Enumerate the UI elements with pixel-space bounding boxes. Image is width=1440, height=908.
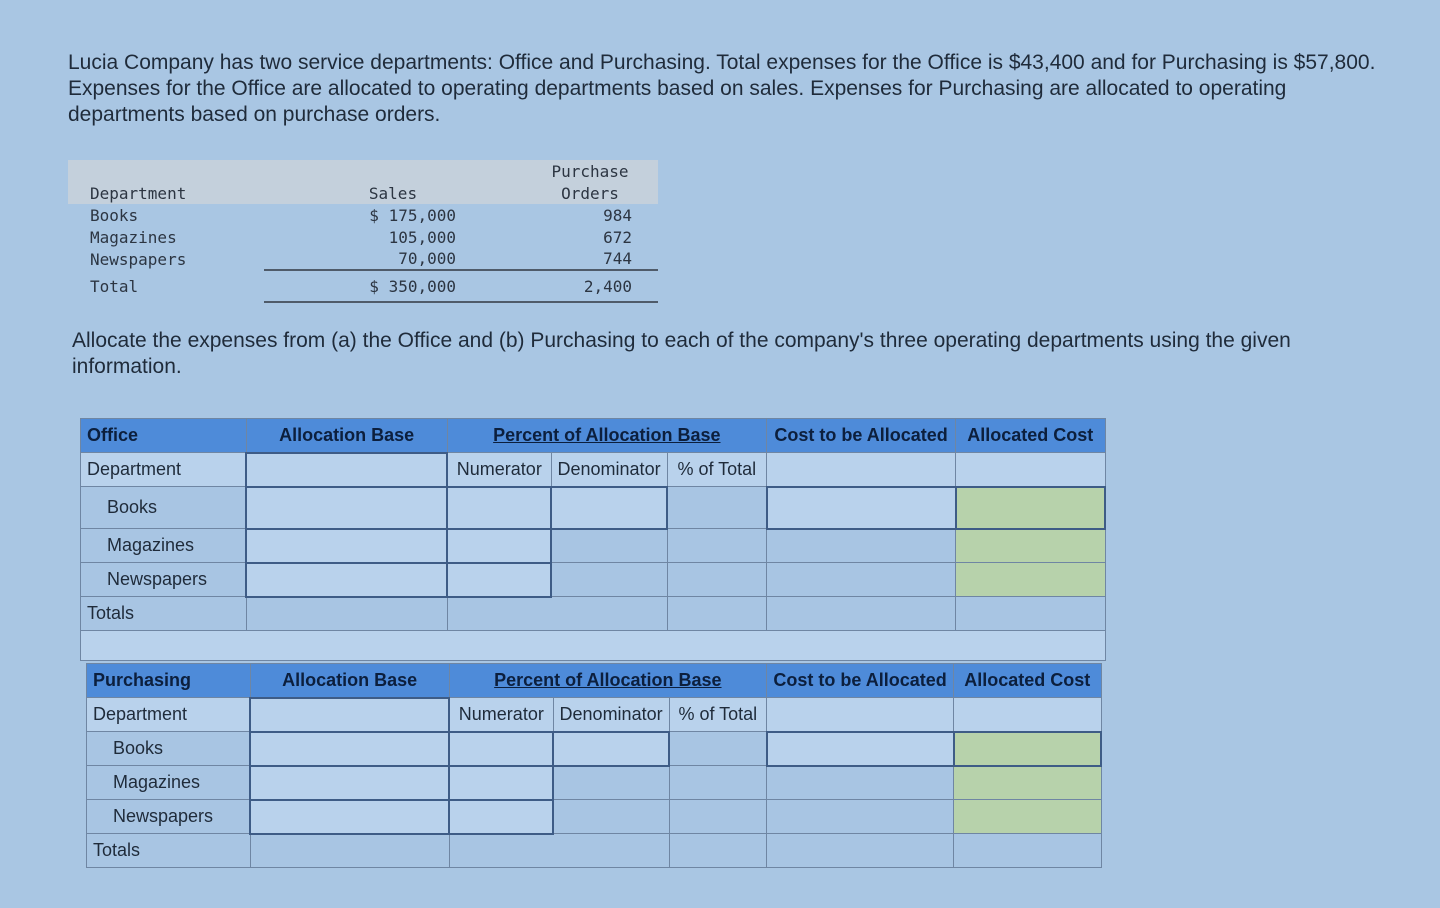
purchasing-col-pct: Percent of Allocation Base	[449, 664, 766, 698]
office-sub-pct: % of Total	[667, 453, 766, 487]
purchasing-sub-num: Numerator	[449, 698, 553, 732]
office-total-pct[interactable]	[667, 597, 766, 631]
purchasing-numerator-input[interactable]	[449, 800, 553, 834]
office-row-label: Books	[81, 487, 247, 529]
purchasing-pct-cell[interactable]	[669, 766, 766, 800]
purchasing-sub-pct: % of Total	[669, 698, 766, 732]
purchasing-cost-input[interactable]	[767, 732, 954, 766]
office-base-input[interactable]	[246, 563, 447, 597]
office-totals-label: Totals	[81, 597, 247, 631]
header-sales: Sales	[264, 182, 522, 204]
office-denominator-input[interactable]	[551, 487, 667, 529]
office-pct-cell[interactable]	[667, 563, 766, 597]
office-col-base: Allocation Base	[246, 419, 447, 453]
office-pct-cell[interactable]	[667, 529, 766, 563]
office-allocated-cost[interactable]	[956, 487, 1105, 529]
dept-orders: 744	[522, 248, 658, 270]
purchasing-row-label: Books	[87, 732, 251, 766]
office-col-pct: Percent of Allocation Base	[447, 419, 766, 453]
purchasing-allocated-cost[interactable]	[954, 766, 1101, 800]
purchasing-numerator-input[interactable]	[449, 732, 553, 766]
office-sub-num: Numerator	[447, 453, 551, 487]
office-col-alloc: Allocated Cost	[956, 419, 1105, 453]
office-row-label: Magazines	[81, 529, 247, 563]
office-denominator-cell[interactable]	[551, 563, 667, 597]
total-sales: $ 350,000	[264, 270, 522, 302]
dept-sales: 105,000	[388, 227, 456, 247]
purchasing-base-dropdown[interactable]	[250, 698, 449, 732]
purchasing-col-base: Allocation Base	[250, 664, 449, 698]
dept-orders: 672	[603, 227, 632, 247]
office-allocated-cost[interactable]	[956, 563, 1105, 597]
office-numerator-input[interactable]	[447, 563, 551, 597]
total-label: Total	[90, 276, 139, 296]
department-data-table	[68, 160, 658, 303]
purchasing-total-allocated[interactable]	[954, 834, 1101, 868]
purchasing-base-input[interactable]	[250, 766, 449, 800]
purchasing-cost-cell[interactable]	[767, 800, 954, 834]
office-denominator-cell[interactable]	[551, 529, 667, 563]
dept-sales: $ 175,000	[369, 205, 456, 225]
purchasing-base-input[interactable]	[250, 732, 449, 766]
header-department: Department	[68, 182, 264, 204]
purchasing-denominator-cell[interactable]	[553, 766, 669, 800]
dept-name: Books	[90, 205, 139, 225]
purchasing-cost-cell[interactable]	[767, 766, 954, 800]
office-base-dropdown[interactable]	[246, 453, 447, 487]
purchasing-total-pct[interactable]	[669, 834, 766, 868]
purchasing-allocated-cost[interactable]	[954, 800, 1101, 834]
dept-sales: 70,000	[264, 248, 522, 270]
purchasing-total-base[interactable]	[250, 834, 449, 868]
office-allocated-cost[interactable]	[956, 529, 1105, 563]
purchasing-sub-dept: Department	[87, 698, 251, 732]
office-total-allocated[interactable]	[956, 597, 1105, 631]
purchasing-pct-cell[interactable]	[669, 800, 766, 834]
dept-orders: 984	[603, 205, 632, 225]
office-base-input[interactable]	[246, 487, 447, 529]
office-title: Office	[81, 419, 247, 453]
office-numerator-input[interactable]	[447, 529, 551, 563]
office-base-input[interactable]	[246, 529, 447, 563]
purchasing-row-label: Newspapers	[87, 800, 251, 834]
purchasing-row-label: Magazines	[87, 766, 251, 800]
office-cost-input[interactable]	[767, 487, 956, 529]
purchasing-allocated-cost[interactable]	[954, 732, 1101, 766]
purchasing-denominator-input[interactable]	[553, 732, 669, 766]
dept-name: Newspapers	[90, 249, 187, 269]
office-total-base[interactable]	[246, 597, 447, 631]
office-cost-cell[interactable]	[767, 529, 956, 563]
purchasing-allocation-table	[86, 663, 1102, 868]
office-sub-dept: Department	[81, 453, 247, 487]
purchasing-totals-label: Totals	[87, 834, 251, 868]
office-sub-den: Denominator	[551, 453, 667, 487]
purchasing-col-alloc: Allocated Cost	[954, 664, 1101, 698]
purchasing-col-cost: Cost to be Allocated	[767, 664, 954, 698]
office-pct-cell[interactable]	[667, 487, 766, 529]
purchasing-base-input[interactable]	[250, 800, 449, 834]
total-orders: 2,400	[522, 270, 658, 302]
header-orders: Orders	[522, 182, 658, 204]
question-text: Allocate the expenses from (a) the Office and (b) Purchasing to each of the company's three operating departments using the given information.	[72, 329, 1291, 378]
office-cost-cell[interactable]	[767, 563, 956, 597]
office-row-label: Newspapers	[81, 563, 247, 597]
header-purchase: Purchase	[522, 160, 658, 182]
purchasing-pct-cell[interactable]	[669, 732, 766, 766]
problem-intro: Lucia Company has two service departments: Office and Purchasing. Total expenses for the Office is $43,400 and for Purchasing is $57,800. Expenses for the Office are allocated to operating departments based on sales. Expenses for Purchasing are allocated to operating departments based on purchase orders.	[68, 51, 1376, 126]
purchasing-numerator-input[interactable]	[449, 766, 553, 800]
office-col-cost: Cost to be Allocated	[767, 419, 956, 453]
dept-name: Magazines	[90, 227, 177, 247]
purchasing-title: Purchasing	[87, 664, 251, 698]
purchasing-sub-den: Denominator	[553, 698, 669, 732]
office-numerator-input[interactable]	[447, 487, 551, 529]
purchasing-denominator-cell[interactable]	[553, 800, 669, 834]
office-allocation-table	[80, 418, 1106, 661]
